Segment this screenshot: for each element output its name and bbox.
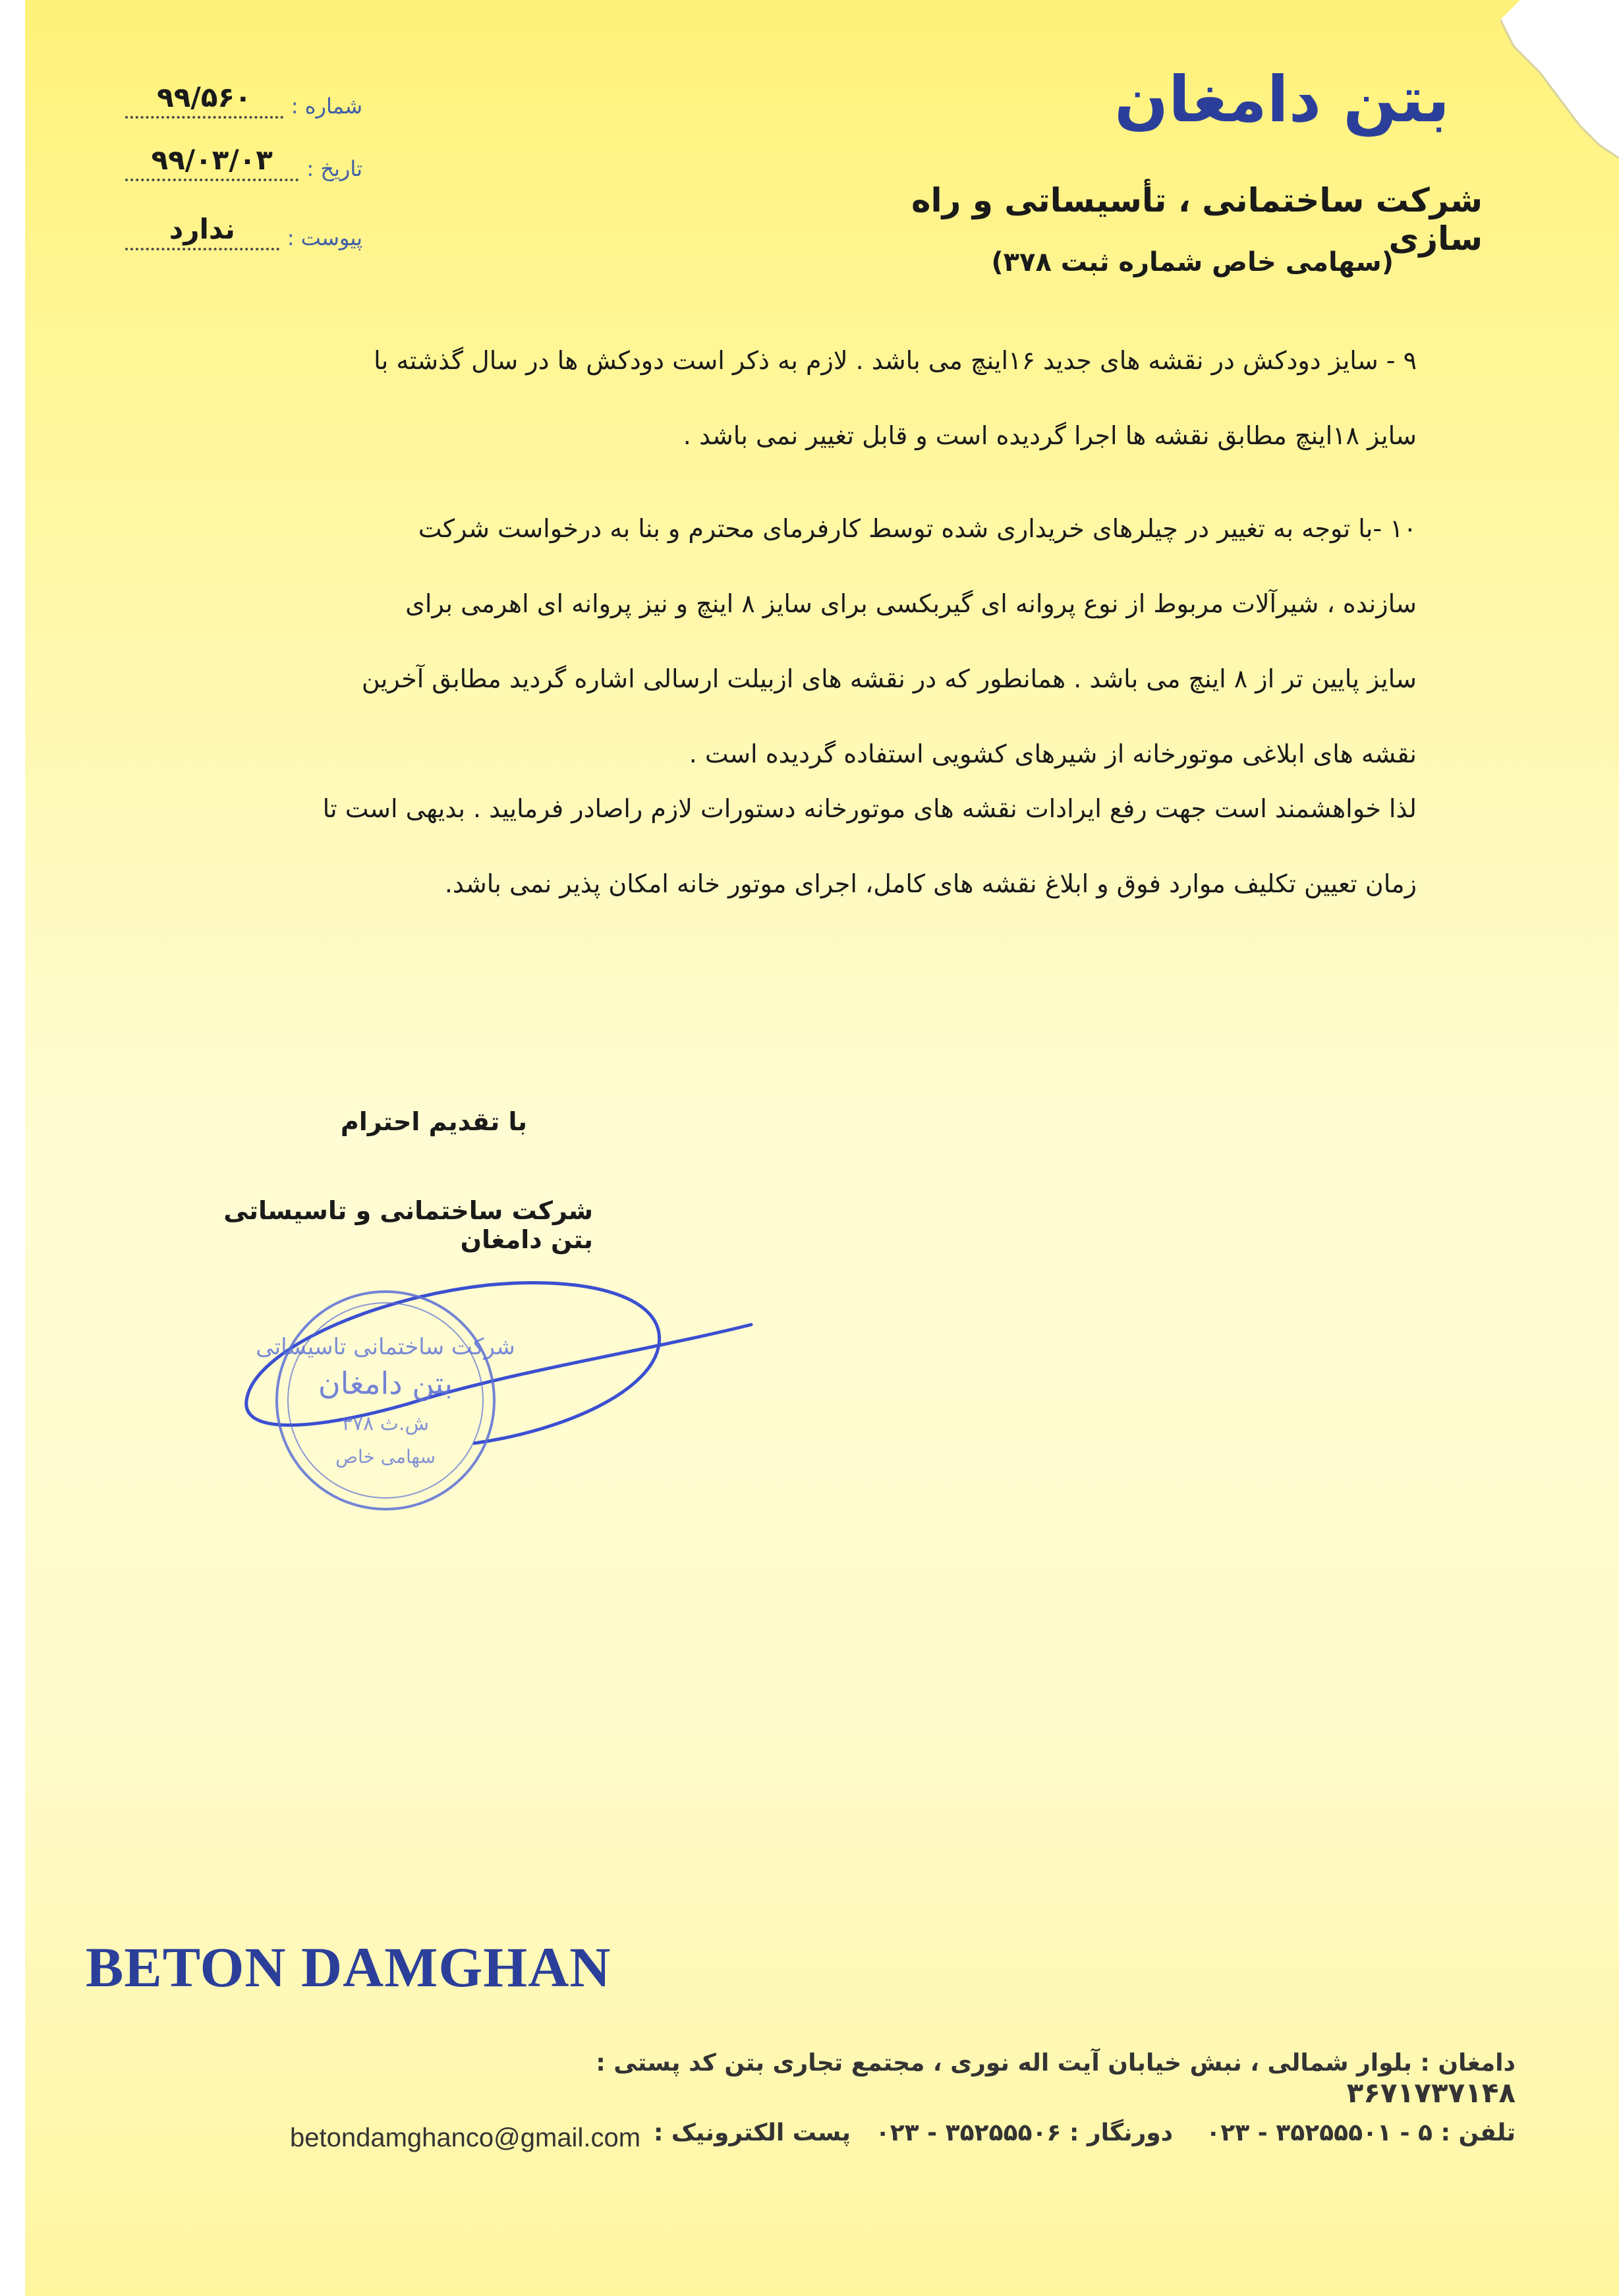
paragraph-item-9 [185, 323, 1417, 473]
footer-postal-code: ۳۶۷۱۷۳۷۱۴۸ [1346, 2077, 1516, 2109]
meta-number-label: شماره : [291, 94, 362, 119]
seal-text: سهامی خاص [335, 1446, 436, 1468]
registration-number: (سهامی خاص شماره ثبت ۳۷۸) [991, 247, 1394, 277]
seal-text: بتن دامغان [318, 1365, 453, 1401]
torn-corner [1500, 0, 1619, 158]
text-line: سایز پایین تر از ۸ اینچ می باشد . همانطور که در نقشه های ازبیلت ارسالی اشاره گردید مطابق آخرین [361, 664, 1417, 693]
phone-number: ۵ - ۳۵۲۵۵۵۰۱ - ۰۲۳ [1206, 2119, 1433, 2146]
company-tagline: شرکت ساختمانی ، تأسیساتی و راه سازی [911, 181, 1483, 258]
signer-company: شرکت ساختمانی و تاسیساتی بتن دامغان [223, 1196, 593, 1254]
company-brand-title: بتن دامغان [1114, 63, 1450, 136]
paragraph-item-10 [185, 491, 1417, 791]
fax-label: دورنگار : [1069, 2119, 1174, 2146]
text-line: ۱۰ -با توجه به تغییر در چیلرهای خریداری شده توسط کارفرمای محترم و بنا به درخواست شرکت [418, 514, 1417, 543]
footer-address: دامغان : بلوار شمالی ، نبش خیابان آیت اله نوری ، مجتمع تجاری بتن کد پستی : [596, 2050, 1516, 2077]
meta-date-value: ۹۹/۰۳/۰۳ [125, 144, 298, 181]
meta-attachment-label: پیوست : [287, 225, 362, 250]
email-label: پست الکترونیک : [654, 2119, 851, 2146]
fax-number: ۳۵۲۵۵۵۰۶ - ۰۲۳ [875, 2119, 1062, 2146]
footer-address-line [488, 2050, 1516, 2109]
seal-text: شرکت ساختمانی تاسیساتی [256, 1334, 515, 1360]
signature-stroke [246, 1283, 751, 1443]
brand-latin: BETON DAMGHAN [86, 1936, 611, 1999]
meta-date-label: تاریخ : [306, 156, 362, 181]
company-stamp-signature [237, 1239, 764, 1542]
meta-attachment-row [125, 204, 362, 250]
meta-number-row [125, 72, 362, 119]
footer-email[interactable]: betondamghanco@gmail.com [290, 2123, 641, 2152]
phone-label: تلفن : [1440, 2119, 1516, 2146]
meta-date-row [125, 135, 362, 181]
text-line: نقشه های ابلاغی موتورخانه از شیرهای کشویی استفاده گردیده است . [689, 739, 1417, 768]
meta-number-value: ۹۹/۵۶۰ [125, 81, 283, 119]
text-line: زمان تعیین تکلیف موارد فوق و ابلاغ نقشه های کامل، اجرای موتور خانه امکان پذیر نمی باشد. [444, 869, 1417, 898]
paragraph-conclusion [185, 771, 1417, 921]
seal [256, 1292, 515, 1509]
text-line: سازنده ، شیرآلات مربوط از نوع پروانه ای گیربکسی برای سایز ۸ اینچ و نیز پروانه ای اهرمی برای [405, 589, 1417, 618]
meta-attachment-value: ندارد [125, 213, 279, 250]
text-line: سایز ۱۸اینچ مطابق نقشه ها اجرا گردیده است و قابل تغییر نمی باشد . [683, 421, 1417, 450]
text-line: ۹ - سایز دودکش در نقشه های جدید ۱۶اینچ می باشد . لازم به ذکر است دودکش ها در سال گذشته با [374, 346, 1417, 375]
seal-text: ۳۷۸ ش.ث [341, 1412, 430, 1435]
closing-salutation: با تقدیم احترام [340, 1107, 527, 1136]
text-line: لذا خواهشمند است جهت رفع ایرادات نقشه های موتورخانه دستورات لازم راصادر فرمایید . بدیهی است تا [322, 794, 1417, 823]
scan-margin [0, 0, 25, 2296]
